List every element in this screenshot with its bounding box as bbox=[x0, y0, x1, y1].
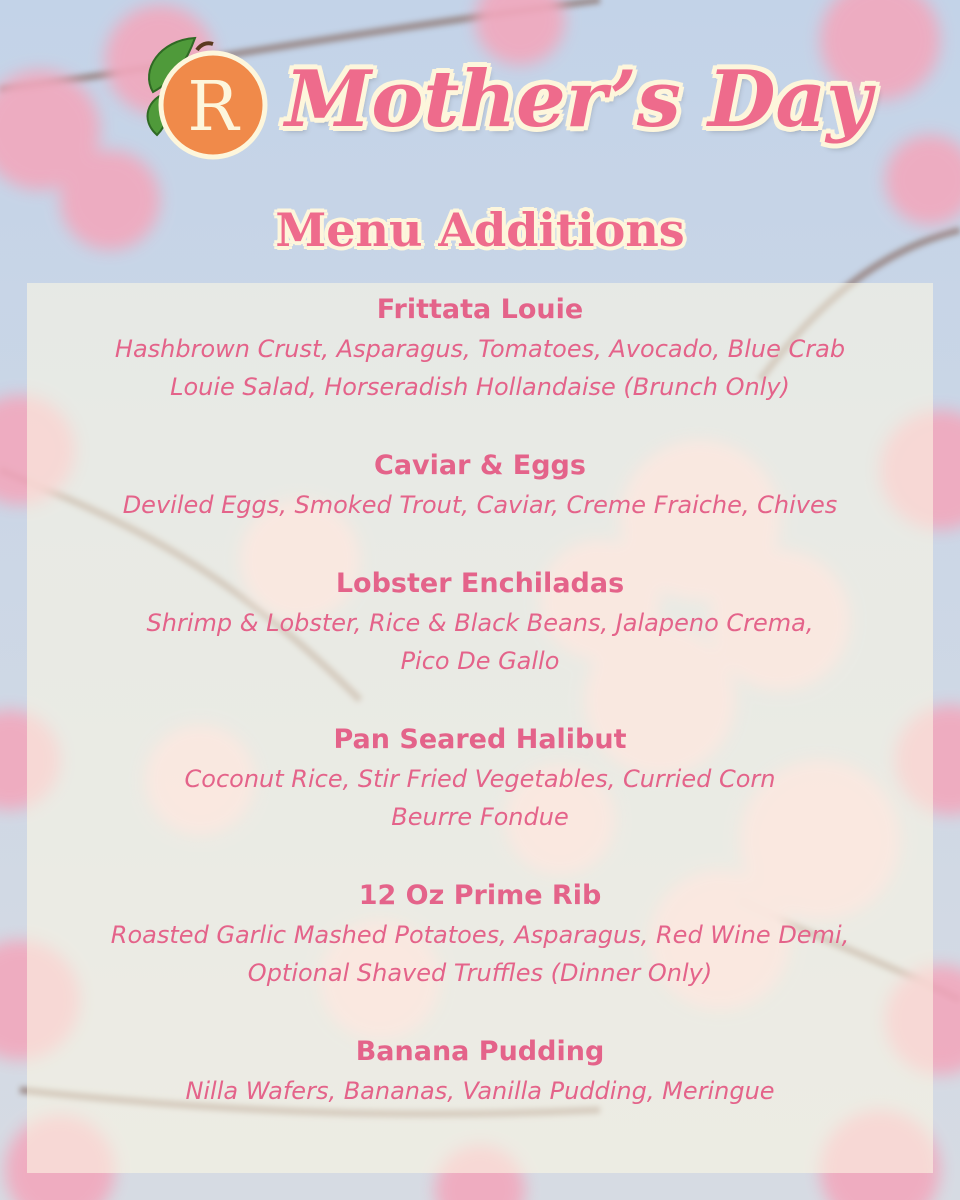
menu-item-desc-line: Roasted Garlic Mashed Potatoes, Asparagus, Red Wine Demi, bbox=[110, 921, 850, 949]
menu-item-pan-seared-halibut bbox=[0, 720, 960, 836]
menu-item-caviar-eggs bbox=[0, 446, 960, 524]
menu-item-desc-line: Coconut Rice, Stir Fried Vegetables, Curried Corn bbox=[184, 765, 776, 793]
menu-item-desc-line: Louie Salad, Horseradish Hollandaise (Brunch Only) bbox=[170, 373, 790, 401]
menu-item-desc-line: Hashbrown Crust, Asparagus, Tomatoes, Avocado, Blue Crab bbox=[114, 335, 846, 363]
menu-item-name: Pan Seared Halibut bbox=[333, 724, 627, 755]
page-title: Mother’s Day bbox=[285, 54, 872, 145]
logo-letter: R bbox=[187, 68, 239, 147]
menu-item-name: Caviar & Eggs bbox=[374, 450, 586, 481]
menu-item-prime-rib bbox=[0, 876, 960, 992]
menu-item-name: Lobster Enchiladas bbox=[335, 568, 625, 599]
menu-item-desc-line: Pico De Gallo bbox=[400, 647, 560, 675]
page-subtitle: Menu Additions bbox=[275, 203, 685, 257]
peach-r-logo bbox=[135, 30, 275, 165]
menu-item-desc-line: Nilla Wafers, Bananas, Vanilla Pudding, Meringue bbox=[185, 1077, 775, 1105]
menu-item-lobster-enchiladas bbox=[0, 564, 960, 680]
menu-item-banana-pudding bbox=[0, 1032, 960, 1110]
menu-item-name: Banana Pudding bbox=[355, 1036, 605, 1067]
menu-item-desc-line: Optional Shaved Truffles (Dinner Only) bbox=[247, 959, 713, 987]
menu-item-desc-line: Beurre Fondue bbox=[391, 803, 569, 831]
menu-item-name: Frittata Louie bbox=[376, 294, 584, 325]
menu-item-desc-line: Shrimp & Lobster, Rice & Black Beans, Jalapeno Crema, bbox=[146, 609, 814, 637]
menu-item-frittata-louie bbox=[0, 290, 960, 406]
menu-item-name: 12 Oz Prime Rib bbox=[358, 880, 602, 911]
menu-list bbox=[0, 290, 960, 1150]
menu-item-desc-line: Deviled Eggs, Smoked Trout, Caviar, Creme Fraiche, Chives bbox=[122, 491, 838, 519]
